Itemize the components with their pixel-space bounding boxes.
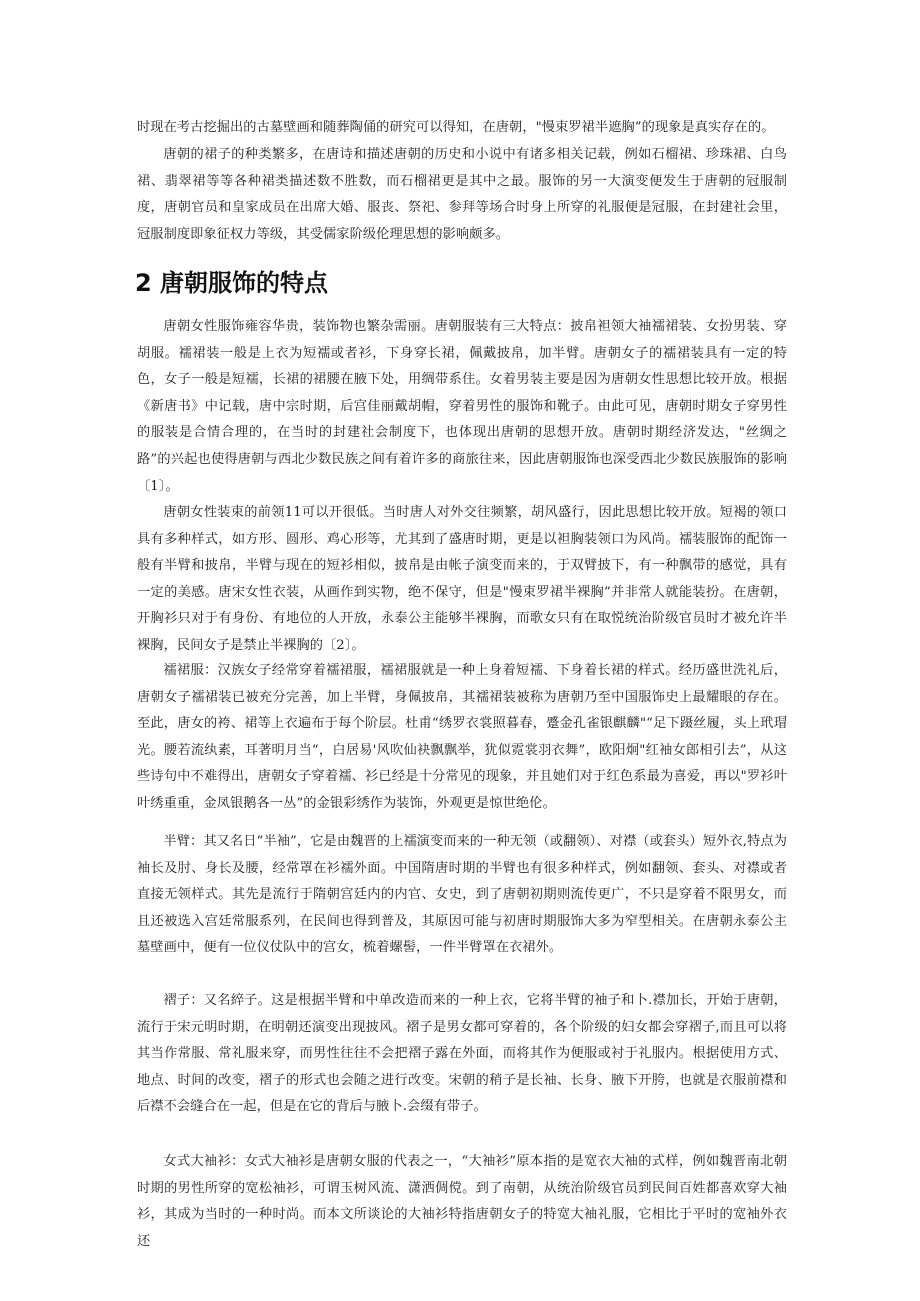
paragraph-skirt-types: 唐朝的裙子的种类繁多，在唐诗和描述唐朝的历史和小说中有诸多相关记载，例如石榴裙、珍珠裙、白鸟裙、翡翠裙等等各种裙类描述数不胜数，而石榴裙更是其中之最。服饰的另一大演变便发生于唐朝的冠服制度，唐朝官员和皇家成员在出席大婚、服丧、祭祀、参拜等场合时身上所穿的礼服便是冠服，在封建社会里，冠服制度即象征权力等级，其受儒家阶级伦理思想的影响颇多。 [137, 147, 787, 242]
paragraph-tang-features: 唐朝女性服饰雍容华贵，装饰物也繁杂需丽。唐朝服装有三大特点：披帛袒领大袖襦裙装、女扮男装、穿胡服。襦裙装一般是上衣为短襦或者衫，下身穿长裙，佩戴披帛，加半臂。唐朝女子的襦裙装具有一定的特色，女子一般是短襦，长裙的裙腰在腋下处，用绸带系住。女着男装主要是因为唐朝女性思想比较开放。根据《新唐书》中记载，唐中宗时期，后宫佳丽戴胡帽，穿着男性的服饰和靴子。由此可见，唐朝时期女子穿男性的服装是合情合理的，在当时的封建社会制度下，也体现出唐朝的思想开放。唐朝时期经济发达，"丝绸之路”的兴起也使得唐朝与西北少数民族之间有着许多的商旅往来，因此唐朝服饰也深受西北少数民族服饰的影响〔1〕。 [137, 319, 787, 494]
section-heading: 2 唐朝服饰的特点 [135, 269, 329, 297]
paragraph-banbi: 半臂：其又名日“半袖”，它是由魏晋的上襦演变而来的一种无领（或翻领）、对襟（或套头）短外衣,特点为袖长及肘、身长及腰，经常罩在衫襦外面。中国隋唐时期的半臂也有很多种样式，例如翻领、套头、对襟或者直接无领样式。其先是流行于隋朝宫廷内的内官、女史，到了唐朝初期则流传更广，不只是穿着不限男女，而且还被选入宫廷常服系列，在民间也得到普及，其原因可能与初唐时期服饰大多为窄型相关。在唐朝永泰公主墓壁画中，便有一位仪仗队中的宫女，梳着螺髻，一件半臂罩在衣裙外。 [137, 834, 787, 956]
paragraph-intro-continuation: 时现在考古挖掘出的古墓壁画和随葬陶俑的研究可以得知，在唐朝，"慢束罗裙半遮胸”的现象是真实存在的。 [137, 120, 775, 135]
paragraph-ruqun: 襦裙服：汉族女子经常穿着襦裙服，襦裙服就是一种上身着短襦、下身着长裙的样式。经历盛世洗礼后，唐朝女子襦裙装已被充分完善，加上半臂，身佩披帛，其襦裙装被称为唐朝乃至中国服饰史上最耀眼的存在。至此，唐女的袴、裙等上衣遍布于每个阶层。杜甫“绣罗衣裳照暮春，蹙金孔雀银麒麟"“足下蹑丝履，头上玳瑁光。腰若流纨素，耳著明月当“，白居易'风吹仙袂飘飘举，犹似霓裳羽衣舞”，欧阳炯"红袖女郎相引去”，从这些诗句中不难得出，唐朝女子穿着襦、衫已经是十分常见的现象，并且她们对于红色系最为喜爱，再以"罗衫叶叶绣重重，金凤银鹅各一丛”的金银彩绣作为装饰，外观更是惊世绝伦。 [137, 663, 787, 811]
paragraph-zhezi: 褶子：又名綷子。这是根据半臂和中单改造而来的一种上衣，它将半臂的袖子和卜.襟加长，开始于唐朝，流行于宋元明时期，在明朝还演变出现披风。褶子是男女都可穿着的，各个阶级的妇女都会穿褶子,而且可以将其当作常服、常礼服来穿，而男性往往不会把褶子露在外面，而将其作为便服或衬于礼服内。根据使用方式、地点、时间的改变，褶子的形式也会随之进行改变。宋朝的稍子是长袖、长身、腋下开胯，也就是衣服前襟和后襟不会缝合在一起，但是在它的背后与腋卜.会缀有带子。 [137, 993, 787, 1115]
paragraph-collar-styles: 唐朝女性装束的前领11可以开很低。当时唐人对外交往频繁，胡风盛行，因此思想比较开放。短褐的领口具有多种样式，如方形、圆形、鸡心形等，尤其到了盛唐时期，更是以袒胸装领口为风尚。襦装服饰的配饰一般有半臂和披帛，半臂与现在的短衫相似，披帛是由帐子演变而来的，于双臂披下，有一种飘带的感觉，具有一定的美感。唐宋女性衣装，从画作到实物，绝不保守，但是"慢束罗裙半裸胸”并非常人就能装扮。在唐朝，开胸衫只对于有身份、有地位的人开放，永泰公主能够半裸胸，而歌女只有在取悦统治阶级官员时才被允许半裸胸，民间女子是禁止半裸胸的〔2〕。 [137, 505, 787, 653]
paragraph-daxiushan: 女式大袖衫：女式大袖衫是唐朝女服的代表之一，“大袖衫”原本指的是宽衣大袖的式样，例如魏晋南北朝时期的男性所穿的宽松袖衫，可谓玉树风流、潇洒倜傥。到了南朝，从统治阶级官员到民间百姓都喜欢穿大袖衫，其成为当时的一种时尚。而本文所谈论的大袖衫特指唐朝女子的特宽大袖礼服，它相比于平时的宽袖外衣还 [137, 1154, 787, 1249]
